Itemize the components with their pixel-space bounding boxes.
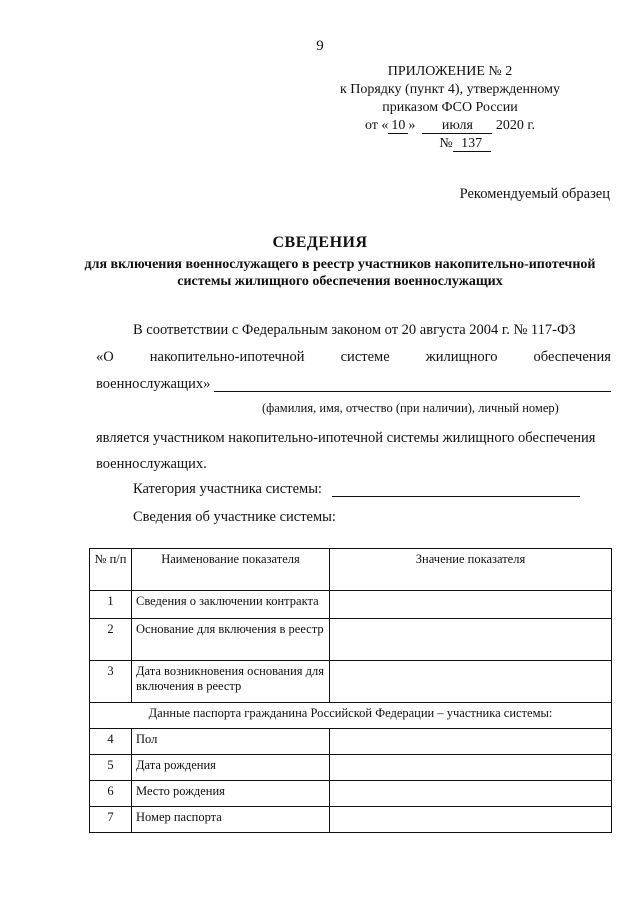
appendix-number: № 137 — [300, 135, 600, 153]
document-title: СВЕДЕНИЯ — [272, 234, 368, 251]
header-name: Наименование показателя — [132, 549, 330, 591]
table-row: 2 Основание для включения в реестр — [90, 619, 612, 661]
paragraph-line-4: является участником накопительно-ипотечной системы жилищного обеспечения — [96, 430, 596, 446]
appendix-order-name: приказом ФСО России — [382, 100, 518, 115]
participant-info-table — [89, 548, 612, 833]
paragraph-line-3: военнослужащих» — [96, 376, 211, 392]
value-cell[interactable] — [330, 807, 612, 833]
appendix-order-ref: к Порядку (пункт 4), утвержденному — [339, 82, 561, 97]
appendix-day: 10 — [388, 119, 408, 134]
table-row: 6 Место рождения — [90, 781, 612, 807]
appendix-date: от « 10 » июля 2020 г. — [364, 118, 536, 133]
value-cell[interactable] — [330, 729, 612, 755]
appendix-month: июля — [422, 119, 492, 134]
document-subtitle: для включения военнослужащего в реестр участников накопительно-ипотечной системы жилищного обеспечения военнослужащих — [84, 257, 596, 289]
table-row: 5 Дата рождения — [90, 755, 612, 781]
appendix-title: ПРИЛОЖЕНИЕ № 2 — [387, 64, 513, 79]
name-fill-line[interactable] — [214, 391, 611, 392]
header-value: Значение показателя — [330, 549, 612, 591]
table-row: 4 Пол — [90, 729, 612, 755]
value-cell[interactable] — [330, 755, 612, 781]
page-number: 9 — [316, 38, 324, 54]
passport-section-title: Данные паспорта гражданина Российской Федерации – участника системы: — [90, 703, 612, 729]
value-cell[interactable] — [330, 591, 612, 619]
category-label: Категория участника системы: — [133, 481, 322, 497]
value-cell[interactable] — [330, 781, 612, 807]
appendix-header — [300, 63, 600, 153]
category-fill-line[interactable] — [332, 496, 580, 497]
name-hint: (фамилия, имя, отчество (при наличии), личный номер) — [262, 401, 559, 415]
value-cell[interactable] — [330, 619, 612, 661]
table-row: 7 Номер паспорта — [90, 807, 612, 833]
header-num: № п/п — [90, 549, 132, 591]
table-row: 3 Дата возникновения основания для включения в реестр — [90, 661, 612, 703]
info-label: Сведения об участнике системы: — [133, 509, 336, 525]
table-header-row — [90, 549, 612, 591]
paragraph-line-1: В соответствии с Федеральным законом от 20 августа 2004 г. № 117-ФЗ — [133, 322, 576, 338]
paragraph-line-2: «О накопительно-ипотечной системе жилищного обеспечения — [96, 349, 611, 365]
appendix-number-value: 137 — [453, 137, 491, 152]
table-row: 1 Сведения о заключении контракта — [90, 591, 612, 619]
value-cell[interactable] — [330, 661, 612, 703]
recommended-sample-label: Рекомендуемый образец — [459, 186, 610, 202]
paragraph-line-5: военнослужащих. — [96, 456, 207, 472]
table-section-row — [90, 703, 612, 729]
